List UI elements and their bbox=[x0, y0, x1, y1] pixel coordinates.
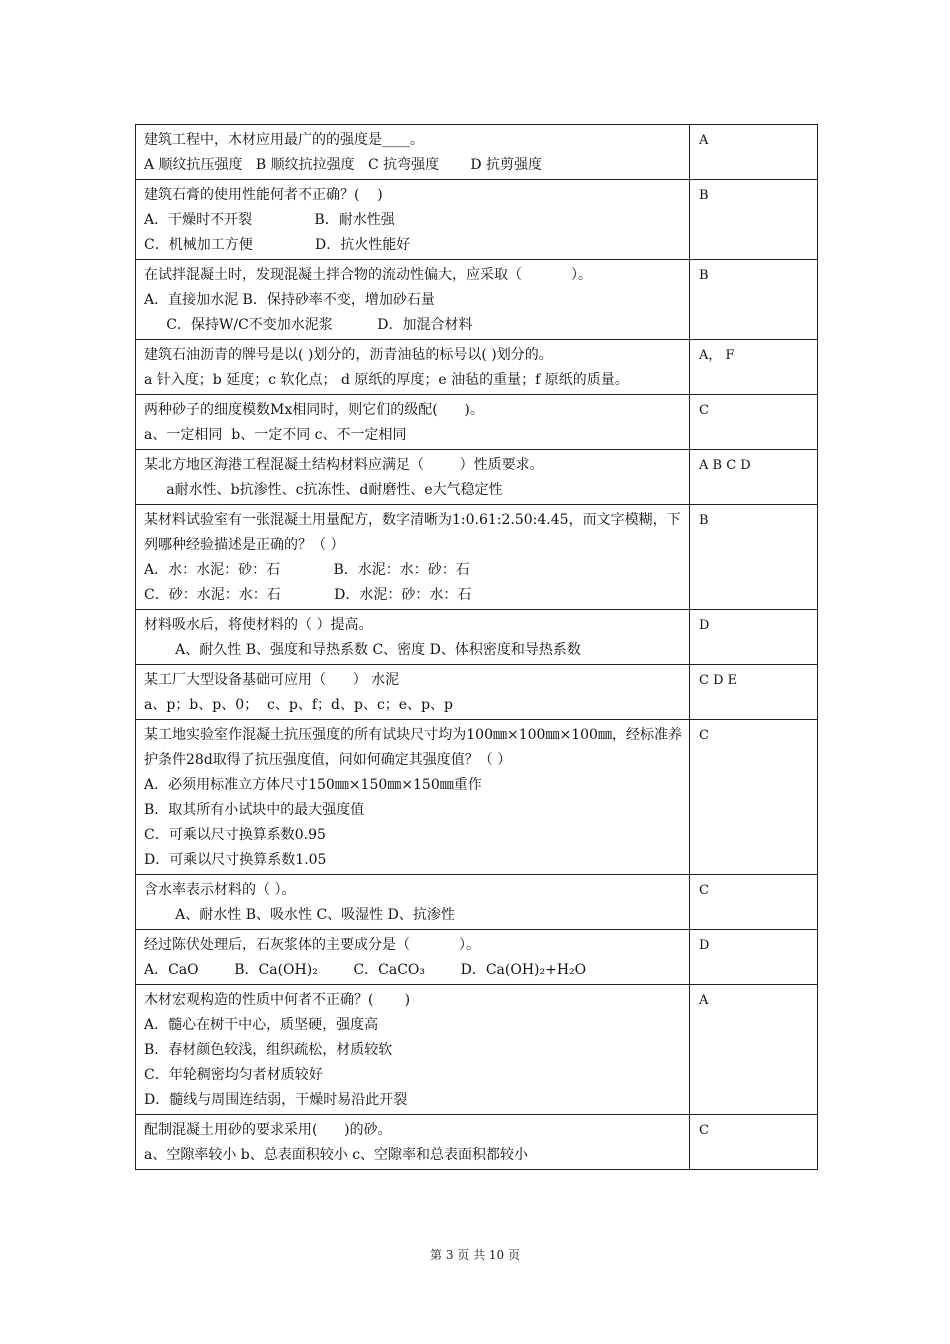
question-text: 某工地实验室作混凝土抗压强度的所有试块尺寸均为100㎜×100㎜×100㎜，经标准养护条件28d取得了抗压强度值，问如何确定其强度值？（ ） bbox=[144, 727, 682, 768]
question-cell bbox=[136, 720, 690, 875]
question-option-line: a、p；b、p、0； c、p、f；d、p、c；e、p、p bbox=[144, 697, 453, 713]
question-text: 配制混凝土用砂的要求采用( )的砂。 bbox=[144, 1122, 392, 1138]
table-row bbox=[136, 610, 818, 665]
question-text: 建筑石油沥青的牌号是以( )划分的，沥青油毡的标号以( )划分的。 bbox=[144, 347, 553, 363]
answer-cell: A B C D bbox=[690, 450, 818, 505]
question-text: 某材料试验室有一张混凝土用量配方，数字清晰为1:0.61:2.50:4.45，而文字模糊，下列哪种经验描述是正确的？（ ） bbox=[144, 512, 681, 553]
question-cell bbox=[136, 875, 690, 930]
answer-cell: D bbox=[690, 930, 818, 985]
answer-cell: D bbox=[690, 610, 818, 665]
question-cell bbox=[136, 1115, 690, 1170]
table-row bbox=[136, 340, 818, 395]
answer-cell: A bbox=[690, 985, 818, 1115]
question-table bbox=[135, 124, 818, 1170]
question-cell bbox=[136, 930, 690, 985]
question-cell bbox=[136, 395, 690, 450]
question-option-line: D．可乘以尺寸换算系数1.05 bbox=[144, 852, 327, 868]
table-row bbox=[136, 260, 818, 340]
answer-cell: C bbox=[690, 720, 818, 875]
answer-cell: A bbox=[690, 125, 818, 180]
table-row bbox=[136, 720, 818, 875]
answer-cell: B bbox=[690, 505, 818, 610]
answer-cell: B bbox=[690, 180, 818, 260]
question-option-line: A．CaO B．Ca(OH)₂ C．CaCO₃ D．Ca(OH)₂+H₂O bbox=[144, 962, 587, 978]
table-row bbox=[136, 125, 818, 180]
question-text: 某工厂大型设备基础可应用（ ） 水泥 bbox=[144, 672, 400, 688]
table-row bbox=[136, 875, 818, 930]
answer-cell: B bbox=[690, 260, 818, 340]
question-option-line: C．保持W/C不变加水泥浆 D．加混合材料 bbox=[144, 317, 473, 333]
question-cell bbox=[136, 985, 690, 1115]
question-table-body bbox=[136, 125, 818, 1170]
question-option-line: A．直接加水泥 B．保持砂率不变，增加砂石量 bbox=[144, 292, 435, 308]
table-row bbox=[136, 450, 818, 505]
table-row bbox=[136, 985, 818, 1115]
question-text: 木材宏观构造的性质中何者不正确？( ) bbox=[144, 992, 411, 1008]
question-option-line: B．取其所有小试块中的最大强度值 bbox=[144, 802, 365, 818]
question-cell bbox=[136, 125, 690, 180]
question-option-line: A．髓心在树干中心，质坚硬，强度高 bbox=[144, 1017, 379, 1033]
answer-cell: C bbox=[690, 875, 818, 930]
question-cell bbox=[136, 340, 690, 395]
question-text: 某北方地区海港工程混凝土结构材料应满足（ ）性质要求。 bbox=[144, 457, 544, 473]
question-option-line: B．春材颜色较浅，组织疏松，材质较软 bbox=[144, 1042, 393, 1058]
answer-cell: A， F bbox=[690, 340, 818, 395]
answer-cell: C bbox=[690, 395, 818, 450]
question-option-line: a、空隙率较小 b、总表面积较小 c、空隙率和总表面积都较小 bbox=[144, 1147, 529, 1163]
question-option-line: A．水：水泥：砂：石 B．水泥：水：砂：石 bbox=[144, 562, 470, 578]
question-option-line: C．可乘以尺寸换算系数0.95 bbox=[144, 827, 326, 843]
question-option-line: C．机械加工方便 D．抗火性能好 bbox=[144, 237, 411, 253]
question-cell bbox=[136, 450, 690, 505]
table-row bbox=[136, 505, 818, 610]
question-cell bbox=[136, 665, 690, 720]
question-option-line: a、一定相同 b、一定不同 c、不一定相同 bbox=[144, 427, 407, 443]
question-option-line: A 顺纹抗压强度 B 顺纹抗拉强度 C 抗弯强度 D 抗剪强度 bbox=[144, 157, 542, 173]
page-footer: 第 3 页 共 10 页 bbox=[430, 1248, 520, 1262]
question-option-line: a耐水性、b抗渗性、c抗冻性、d耐磨性、e大气稳定性 bbox=[144, 482, 503, 498]
question-cell bbox=[136, 180, 690, 260]
question-text: 材料吸水后，将使材料的（ ）提高。 bbox=[144, 617, 373, 633]
question-text: 建筑石膏的使用性能何者不正确？( ) bbox=[144, 187, 383, 203]
question-option-line: D．髓线与周围连结弱，干燥时易沿此开裂 bbox=[144, 1092, 408, 1108]
question-option-line: A．必须用标准立方体尺寸150㎜×150㎜×150㎜重作 bbox=[144, 777, 482, 793]
question-text: 两种砂子的细度模数Mx相同时，则它们的级配( )。 bbox=[144, 402, 484, 418]
table-row bbox=[136, 395, 818, 450]
question-text: 在试拌混凝土时，发现混凝土拌合物的流动性偏大，应采取（ ）。 bbox=[144, 267, 592, 283]
table-row bbox=[136, 1115, 818, 1170]
answer-cell: C bbox=[690, 1115, 818, 1170]
question-option-line: A、耐久性 B、强度和导热系数 C、密度 D、体积密度和导热系数 bbox=[144, 642, 581, 658]
table-row bbox=[136, 930, 818, 985]
question-text: 经过陈伏处理后，石灰浆体的主要成分是（ ）。 bbox=[144, 937, 480, 953]
question-cell bbox=[136, 260, 690, 340]
question-cell bbox=[136, 610, 690, 665]
question-option-line: A．干燥时不开裂 B．耐水性强 bbox=[144, 212, 395, 228]
question-option-line: A、耐水性 B、吸水性 C、吸湿性 D、抗渗性 bbox=[144, 907, 455, 923]
table-row bbox=[136, 665, 818, 720]
table-row bbox=[136, 180, 818, 260]
question-cell bbox=[136, 505, 690, 610]
question-option-line: C．砂：水泥：水：石 D．水泥：砂：水：石 bbox=[144, 587, 472, 603]
question-option-line: C．年轮稠密均匀者材质较好 bbox=[144, 1067, 323, 1083]
answer-cell: C D E bbox=[690, 665, 818, 720]
question-text: 建筑工程中，木材应用最广的的强度是____。 bbox=[144, 132, 424, 148]
question-text: 含水率表示材料的（ ）。 bbox=[144, 882, 296, 898]
question-option-line: a 针入度；b 延度；c 软化点； d 原纸的厚度；e 油毡的重量；f 原纸的质量。 bbox=[144, 372, 629, 388]
